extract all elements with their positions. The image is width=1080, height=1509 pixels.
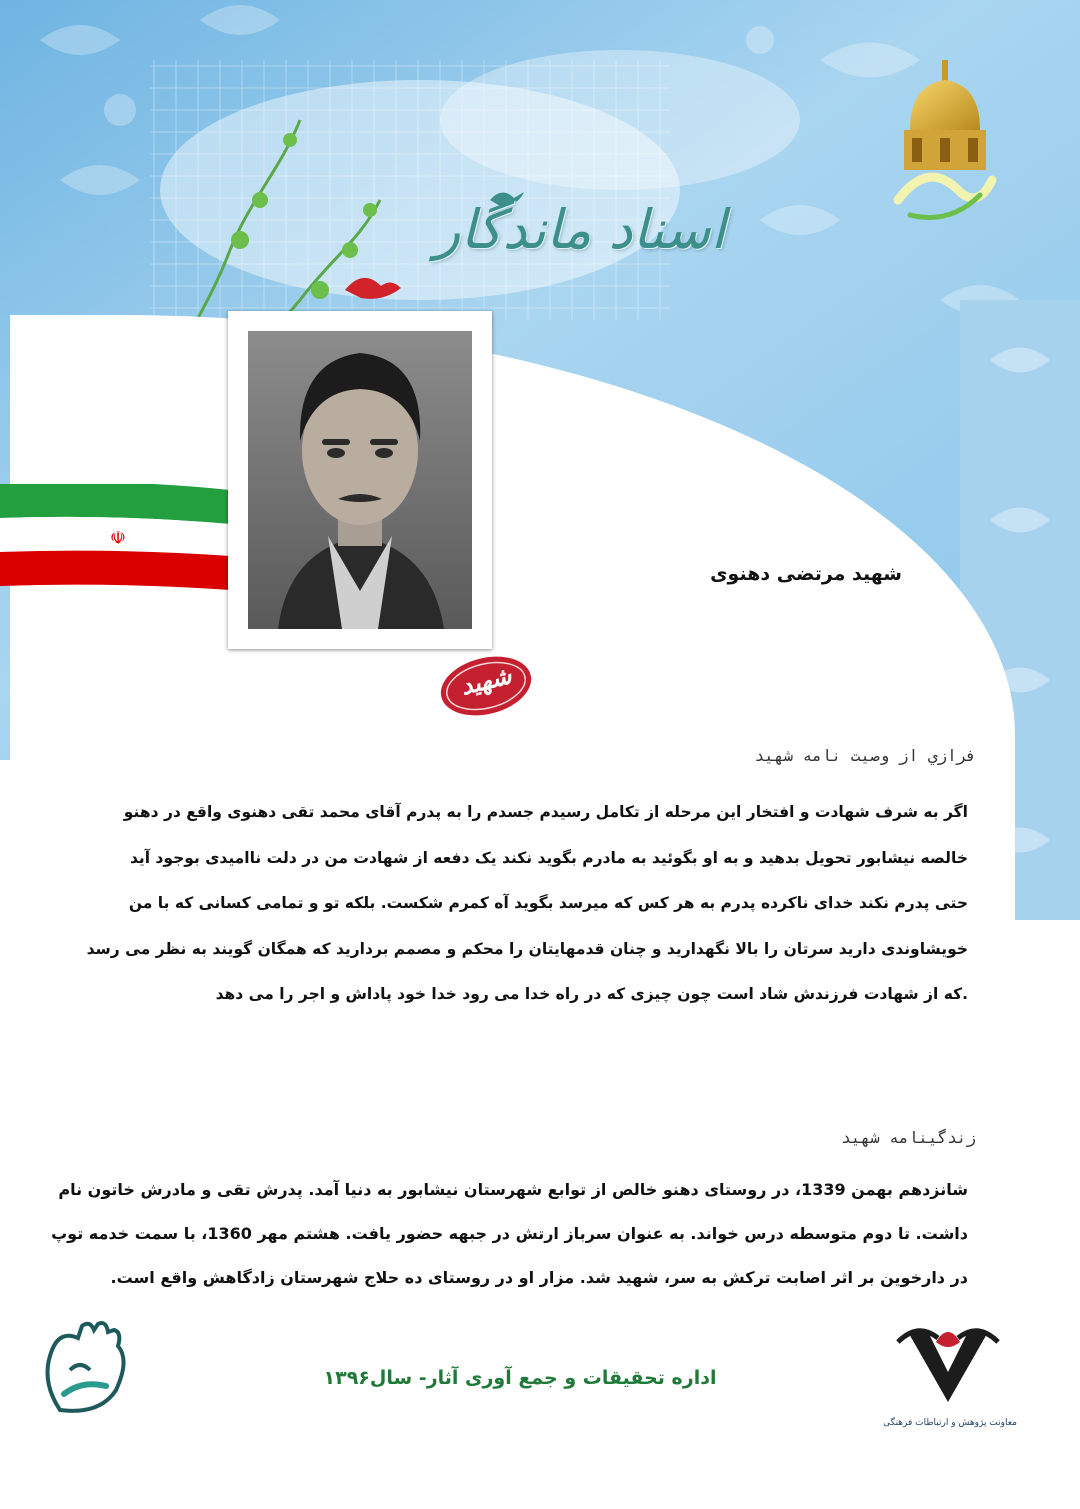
- will-section-heading: فرازي از وصيت نامه شهيد: [754, 746, 976, 765]
- biography-section-heading: زندگينامه شهيد: [841, 1128, 976, 1147]
- biography-line: در دارخوین بر اثر اصابت ترکش به سر، شهید شد. مزار او در روستای ده حلاج شهرستان زادگاهش واقع است.: [110, 1268, 968, 1287]
- will-text: [88, 790, 968, 1018]
- biography-text: [51, 1168, 968, 1300]
- martyr-photo: [248, 331, 472, 629]
- will-line: اگر به شرف شهادت و افتخار این مرحله از تکامل رسیدم جسدم را به پدرم آقای محمد تقی دهنوی واقع در دهنو: [123, 803, 968, 821]
- right-logo-caption: معاونت پژوهش و ارتباطات فرهنگی: [883, 1418, 1017, 1428]
- svg-text:☫: ☫: [109, 528, 127, 549]
- martyr-badge: [436, 652, 536, 720]
- badge-label: شهید: [457, 660, 515, 701]
- shrine-dome-icon: [890, 60, 1000, 230]
- will-line: خویشاوندی دارید سرتان را بالا نگهدارید و چنان قدمهایتان را محکم و مصمم بردارید که همگان گویند به نظر می رسد: [86, 939, 968, 958]
- documentation-center-logo-icon: [30, 1320, 140, 1425]
- title-calligraphy: اسناد ماندگار: [434, 198, 726, 261]
- will-line: .که از شهادت فرزندش شاد است چون چیزی که در راه خدا می رود خدا خود پاداش و اجر را می دهد: [215, 985, 968, 1003]
- biography-line: داشت. تا دوم متوسطه درس خواند. به عنوان سرباز ارتش در جبهه حضور یافت. هشتم مهر 1360، با سمت خدمه توپ: [51, 1224, 968, 1243]
- footer-title: اداره تحقیقات و جمع آوری آثار- سال۱۳۹۶: [323, 1367, 717, 1389]
- will-line: خالصه نیشابور تحویل بدهید و به او بگوئید به مادرم بگوید نکند یک دفعه از شهادت من در دلت ناامیدی بوجود آید: [129, 848, 968, 867]
- iran-flag: [0, 484, 230, 590]
- martyr-name: شهید مرتضی دهنوی: [710, 563, 902, 585]
- foundation-logo-icon: [888, 1312, 1008, 1412]
- biography-line: شانزدهم بهمن 1339، در روستای دهنو خالص از توابع شهرستان نیشابور به دنیا آمد. پدرش تقی و مادرش خاتون نام: [58, 1180, 968, 1199]
- will-line: حتی پدرم نکند خدای ناکرده پدرم به هر کس که میرسد بگوید آه کمرم شکست. بلکه تو و تمامی کسانی که با من: [128, 894, 968, 912]
- portrait-image: [248, 331, 472, 629]
- martyr-photo-frame: [228, 311, 492, 649]
